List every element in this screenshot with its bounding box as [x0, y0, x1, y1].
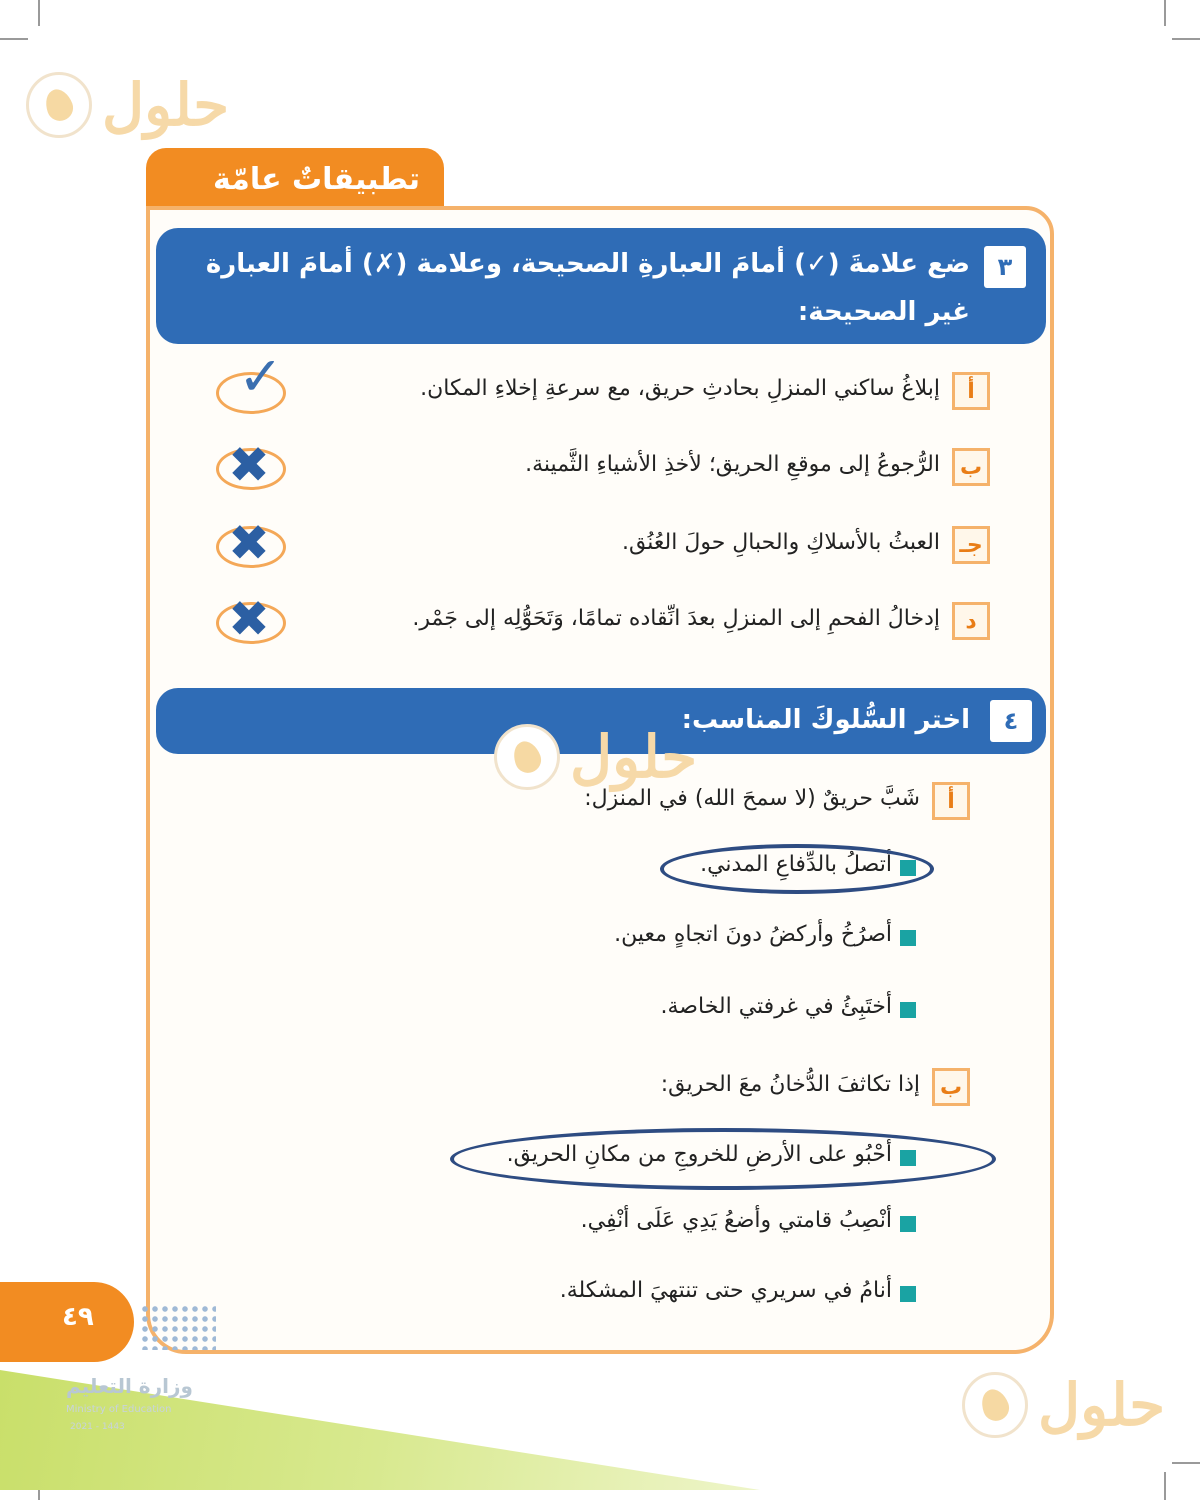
q3-item-letter: د: [952, 602, 990, 640]
option-bullet-icon: [900, 1286, 916, 1302]
question-3-number: ٣: [984, 246, 1026, 288]
selected-answer-circle: [660, 844, 934, 894]
crop-mark-bottom-right-v: [1164, 1472, 1166, 1500]
q3-item-letter: ب: [952, 448, 990, 486]
option-bullet-icon: [900, 930, 916, 946]
watermark-text: حلول: [102, 71, 230, 139]
ministry-name-en: Ministry of Education: [66, 1404, 172, 1415]
q4-option-text[interactable]: أتصلُ بالدِّفاعِ المدني.: [700, 852, 892, 877]
q4-part-letter: ب: [932, 1068, 970, 1106]
q4-option-text[interactable]: أختَبِئُ في غرفتي الخاصة.: [660, 994, 892, 1019]
q4-option-text[interactable]: أصرُخُ وأركضُ دونَ اتجاهٍ معين.: [614, 922, 892, 947]
watermark-logo-top: [26, 72, 229, 138]
x-mark-icon: ✖: [228, 436, 270, 494]
ministry-year: 2021 - 1443: [70, 1422, 125, 1432]
crop-mark-top-right-v: [1164, 0, 1166, 26]
question-4-number: ٤: [990, 700, 1032, 742]
q4-option-text[interactable]: أحْبُو على الأرضِ للخروجِ من مكانِ الحريق.: [506, 1142, 892, 1167]
q3-item-letter: جـ: [952, 526, 990, 564]
watermark-text: حلول: [570, 723, 698, 791]
q3-item-text: إدخالُ الفحمِ إلى المنزلِ بعدَ انِّقاده تمامًا، وَتَحَوُّلِه إلى جَمْر.: [412, 606, 940, 631]
selected-answer-circle: [450, 1128, 996, 1190]
crop-mark-top-left: [0, 38, 28, 40]
q4-part-prompt: إذا تكاثفَ الدُّخانُ معَ الحريق:: [660, 1072, 920, 1097]
option-bullet-icon: [900, 1002, 916, 1018]
section-title: تطبيقاتٌ عامّة: [213, 162, 420, 197]
page-number: ٤٩: [62, 1302, 94, 1332]
check-mark-icon: ✓: [238, 345, 284, 408]
q3-item-text: إبلاغُ ساكني المنزلِ بحادثِ حريق، مع سرعةِ إخلاءِ المكان.: [420, 376, 940, 401]
watermark-drop-icon: [962, 1372, 1028, 1438]
q3-item-letter: أ: [952, 372, 990, 410]
watermark-text: حلول: [1038, 1371, 1166, 1439]
q3-item-text: العبثُ بالأسلاكِ والحبالِ حولَ العُنُق.: [621, 530, 940, 555]
watermark-logo-middle: [494, 724, 697, 790]
crop-mark-top-left-v: [38, 0, 40, 26]
q4-option-text[interactable]: أنْصِبُ قامتي وأضعُ يَدِي عَلَى أنْفِي.: [580, 1208, 892, 1233]
x-mark-icon: ✖: [228, 590, 270, 648]
ministry-name-ar: وزارة التعليم: [66, 1374, 193, 1398]
question-3-instruction: ضع علامةَ (✓) أمامَ العبارةِ الصحيحة، وعلامة (✗) أمامَ العبارة غير الصحيحة:: [205, 249, 970, 327]
option-bullet-icon: [900, 1216, 916, 1232]
ministry-dot-logo: [140, 1304, 216, 1350]
watermark-drop-icon: [26, 72, 92, 138]
q4-option-text[interactable]: أنامُ في سريري حتى تنتهيَ المشكلة.: [559, 1278, 892, 1303]
crop-mark-bottom-right: [1172, 1462, 1200, 1464]
q4-part-prompt: شَبَّ حريقٌ (لا سمحَ الله) في المنزل:: [584, 786, 920, 811]
question-4-instruction: اختر السُّلوكَ المناسب:: [681, 705, 970, 735]
watermark-drop-icon: [494, 724, 560, 790]
q4-part-letter: أ: [932, 782, 970, 820]
crop-mark-top-right: [1172, 38, 1200, 40]
x-mark-icon: ✖: [228, 514, 270, 572]
watermark-logo-bottom: [962, 1372, 1165, 1438]
q3-item-text: الرُّجوعُ إلى موقعِ الحريق؛ لأخذِ الأشياءِ الثَّمينة.: [525, 452, 940, 477]
